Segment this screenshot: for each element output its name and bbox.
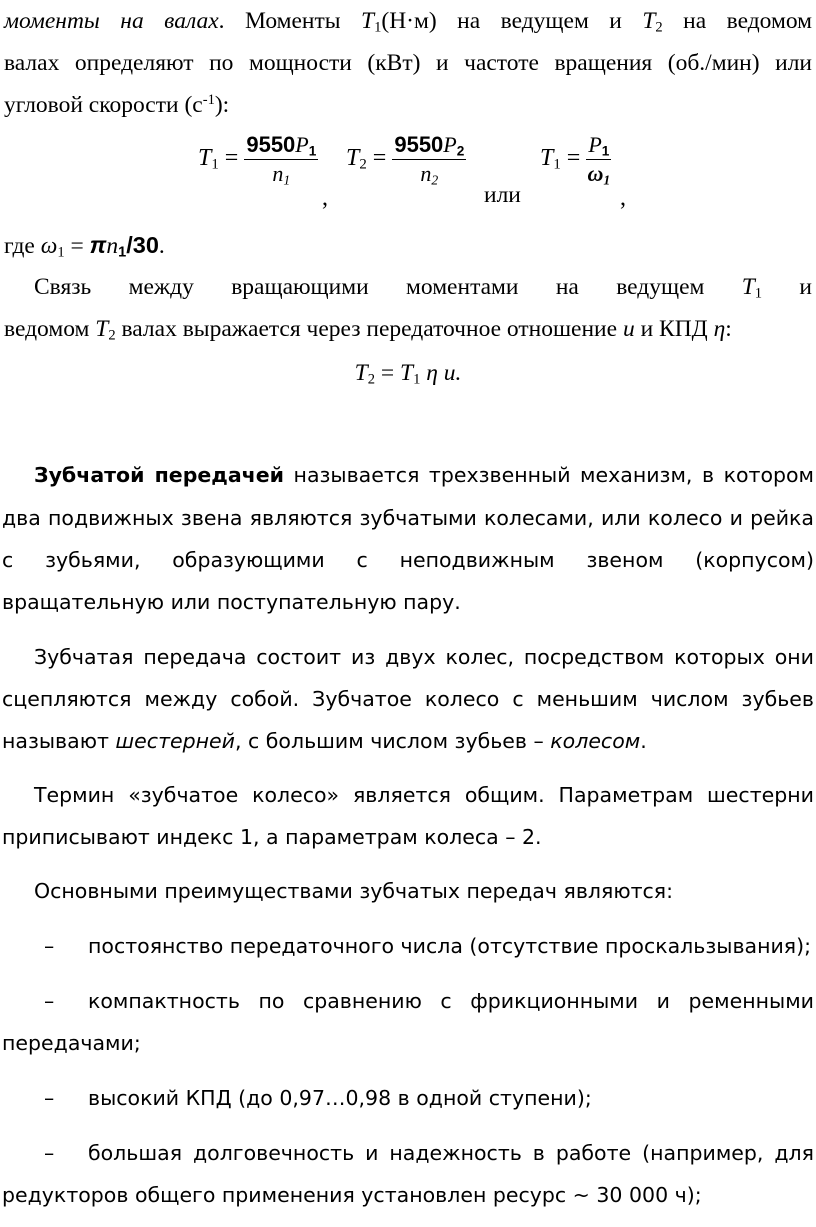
text-line: угловой скорости $(с^{-1})$: bbox=[4, 92, 230, 118]
list-item: – высокий КПД (до 0,97…0,98 в одной ступени); bbox=[44, 1086, 592, 1110]
text-line: Связь между вращающими моментами на ведущем $T_1$ и bbox=[34, 274, 812, 302]
text-line: называют шестерней, с большим числом зубьев – колесом. bbox=[2, 729, 647, 753]
formula-t1-omega: $T_1$ = $\frac{P_1}{\omega_1}$ bbox=[540, 132, 611, 188]
bold-term: Зубчатой передачей bbox=[34, 463, 285, 487]
formula-or: или bbox=[484, 182, 521, 208]
text-line: редукторов общего применения установлен ресурс ~ 30 000 ч); bbox=[2, 1183, 702, 1207]
italic-term: моменты на валах bbox=[4, 8, 219, 34]
text-line: с зубьями, образующими с неподвижным звеном (корпусом) bbox=[2, 548, 814, 572]
dash-bullet: – bbox=[44, 934, 55, 958]
text-line: Зубчатой передачей называется трехзвенный механизм, в котором bbox=[34, 463, 815, 487]
text-line: передачами; bbox=[2, 1031, 141, 1055]
formula-comma: , bbox=[322, 185, 328, 211]
formula-t1: $T_1$ = $\frac{9550P_1}{n_1}$ bbox=[198, 132, 317, 188]
equation-t2: $T_2 = T_1$ η u. bbox=[354, 360, 462, 388]
dash-bullet: – bbox=[44, 1141, 55, 1165]
text-line: валах определяют по мощности (кВт) и частоте вращения (об./мин) или bbox=[4, 50, 812, 76]
text-line: Основными преимуществами зубчатых передач являются: bbox=[34, 879, 674, 903]
text-line: моменты на валах. Моменты $T_1(Н\cdot м)$ на ведущем и $T_2$ на ведомом bbox=[4, 8, 812, 36]
text-line: два подвижных звена являются зубчатыми колесами, или колесо и рейка bbox=[2, 506, 814, 530]
dash-bullet: – bbox=[44, 989, 55, 1013]
dash-bullet: – bbox=[44, 1086, 55, 1110]
text-line: ведомом $T_2$ валах выражается через передаточное отношение u и КПД η: bbox=[4, 316, 732, 344]
text-line: вращательную или поступательную пару. bbox=[2, 590, 461, 614]
formula-comma: , bbox=[620, 185, 626, 211]
text-line: сцепляются между собой. Зубчатое колесо с меньшим числом зубьев bbox=[2, 687, 814, 711]
list-item: – компактность по сравнению с фрикционными и ременными bbox=[44, 989, 814, 1013]
text-line: где $\omega_1 = \pi n_1/30$. bbox=[4, 232, 165, 261]
text-line: Термин «зубчатое колесо» является общим. Параметрам шестерни bbox=[34, 783, 814, 807]
text-line: Зубчатая передача состоит из двух колес, посредством которых они bbox=[34, 645, 814, 669]
list-item: – постоянство передаточного числа (отсутствие проскальзывания); bbox=[44, 934, 812, 958]
text-line: приписывают индекс 1, а параметрам колеса – 2. bbox=[2, 825, 542, 849]
formula-t2: $T_2$ = $\frac{9550P_2}{n_2}$ bbox=[346, 132, 465, 188]
list-item: – большая долговечность и надежность в работе (например, для bbox=[44, 1141, 814, 1165]
